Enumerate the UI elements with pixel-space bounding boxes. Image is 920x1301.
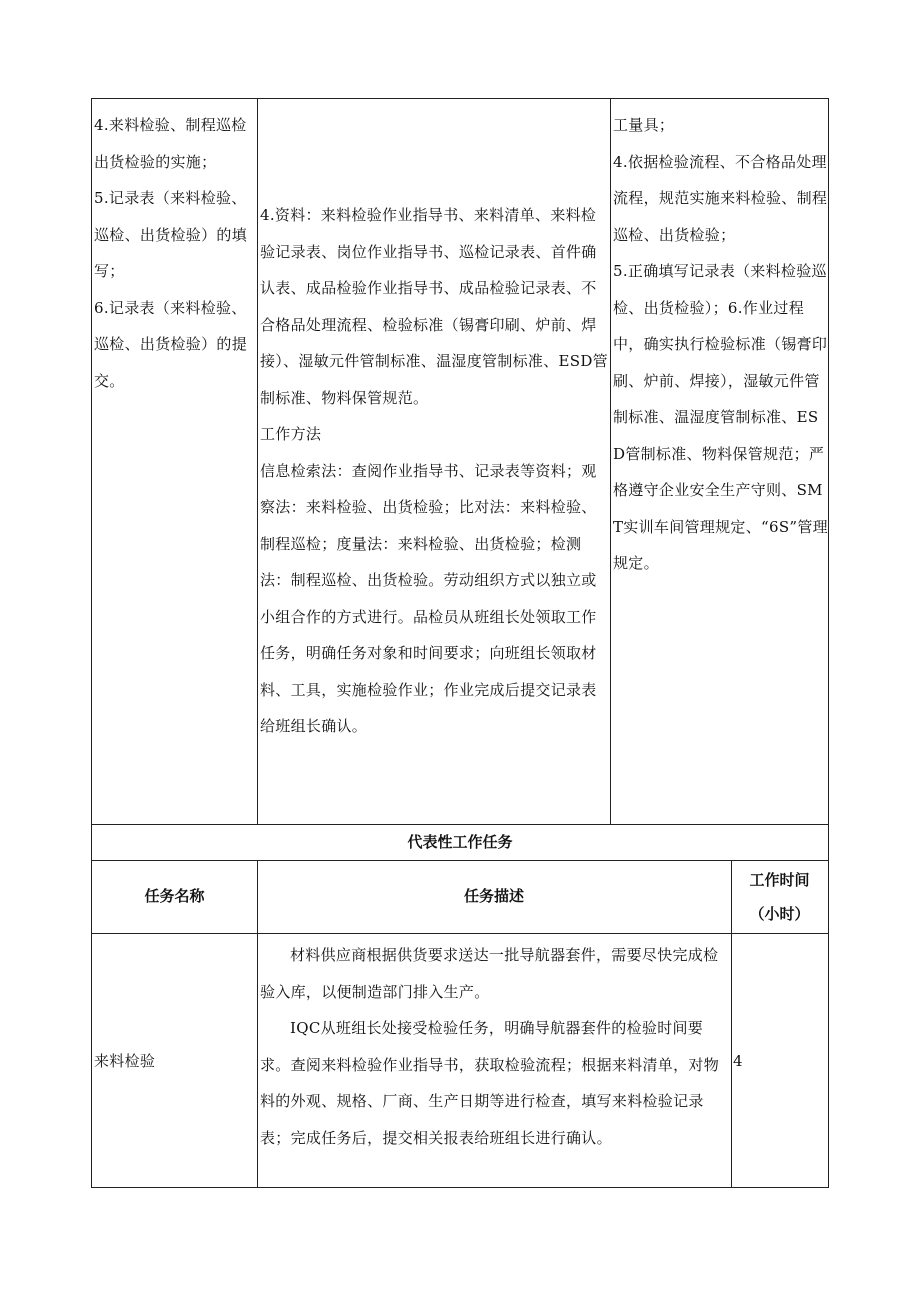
- methods-text: 信息检索法：查阅作业指导书、记录表等资料；观察法：来料检验、出货检验；比对法：来料检验、制程巡检；度量法：来料检验、出货检验；检测法：制程巡检、出货检验。劳动组织方式以独立或小组合作的方式进行。品检员从班组长处领取工作任务，明确任务对象和时间要求；向班组长领取材料、工具，实施检验作业；作业完成后提交记录表给班组长确认。: [260, 461, 597, 735]
- header-task-name: 任务名称: [144, 887, 205, 905]
- grid-line: [257, 99, 258, 824]
- methods-heading: 工作方法: [260, 425, 322, 443]
- resources-text: 4.资料：来料检验作业指导书、来料清单、来料检验记录表、岗位作业指导书、巡检记录表、首件确认表、成品检验作业指导书、成品检验记录表、不合格品处理流程、检验标准（锡膏印刷、炉前、焊接）、湿敏元件管制标准、温湿度管制标准、ESD管制标准、物料保管规范。: [260, 206, 608, 407]
- task-hours-cell: 4: [733, 1052, 743, 1070]
- requirement-item: 5.正确填写记录表（来料检验巡检、出货检验）；6.作业过程中，确实执行检验标准（锡膏印刷、炉前、焊接），湿敏元件管制标准、温湿度管制标准、ESD管制标准、物料保管规范；严格遵守企业安全生产守则、SMT实训车间管理规定、“6S”管理规定。: [613, 262, 828, 572]
- grid-line: [92, 933, 828, 934]
- requirements-cell: [613, 107, 828, 582]
- ability-item: 4.来料检验、制程巡检出货检验的实施；: [94, 116, 247, 171]
- section-title: 代表性工作任务: [407, 833, 513, 851]
- requirement-item: 工量具；: [613, 116, 675, 134]
- ability-requirements-cell: [94, 107, 257, 399]
- header-work-time-line2: （小时）: [749, 905, 810, 923]
- header-work-time-line1: 工作时间: [749, 871, 810, 889]
- ability-item: 6.记录表（来料检验、巡检、出货检验）的提交。: [94, 298, 248, 390]
- header-work-time: [731, 863, 828, 931]
- task-desc-cell: [260, 937, 730, 1156]
- grid-line: [610, 99, 611, 824]
- requirement-item: 4.依据检验流程、不合格品处理流程，规范实施来料检验、制程巡检、出货检验；: [613, 152, 828, 244]
- task-desc-paragraph: 材料供应商根据供货要求送达一批导航器套件，需要尽快完成检验入库，以便制造部门排入生产。: [260, 946, 719, 1001]
- document-table: [91, 98, 829, 1188]
- header-task-desc: 任务描述: [463, 887, 524, 905]
- task-name-cell: 来料检验: [94, 1052, 156, 1070]
- task-desc-paragraph: IQC从班组长处接受检验任务，明确导航器套件的检验时间要求。查阅来料检验作业指导书，获取检验流程；根据来料清单，对物料的外观、规格、厂商、生产日期等进行检查，填写来料检验记录表；完成任务后，提交相关报表给班组长进行确认。: [260, 1019, 720, 1147]
- resources-methods-cell: [260, 197, 610, 745]
- ability-item: 5.记录表（来料检验、巡检、出货检验）的填写；: [94, 189, 248, 280]
